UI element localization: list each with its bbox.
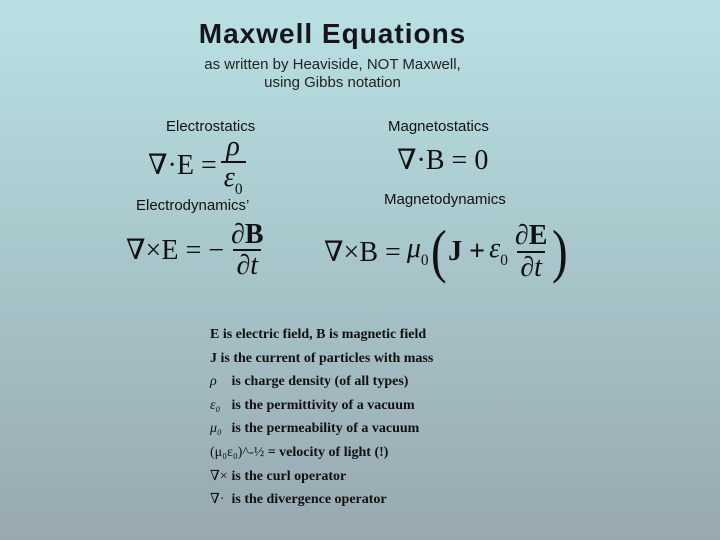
legend-text: is the curl operator bbox=[231, 468, 347, 484]
legend-item bbox=[210, 370, 433, 394]
gauss-denominator: ε bbox=[223, 162, 235, 194]
legend-item bbox=[210, 394, 433, 418]
legend-item bbox=[210, 465, 433, 489]
legend-text: is the permittivity of a vacuum bbox=[231, 397, 415, 413]
rho-symbol: ρ bbox=[210, 374, 217, 390]
electrostatics-label: Electrostatics bbox=[166, 118, 256, 135]
magnetostatics-label: Magnetostatics bbox=[388, 118, 489, 135]
mu-symbol: μ₀ bbox=[210, 421, 222, 437]
legend-item bbox=[210, 417, 433, 441]
legend-text: = velocity of light (!) bbox=[267, 444, 389, 460]
faraday-denominator: ∂t bbox=[233, 249, 261, 280]
legend-text: J is the current of particles with mass bbox=[210, 350, 434, 366]
ampere-lhs: ∇×B = bbox=[324, 236, 401, 268]
light-speed-symbol: (μ₀ε₀)^-½ bbox=[210, 444, 265, 460]
faraday-lhs: ∇×E = − bbox=[126, 235, 225, 267]
right-paren: ) bbox=[552, 219, 569, 284]
ampere-j: J + bbox=[448, 235, 486, 267]
ampere-maxwell-equation bbox=[324, 218, 570, 285]
gauss-denominator-sub: 0 bbox=[234, 181, 243, 199]
legend-item bbox=[210, 488, 433, 512]
epsilon-symbol: ε₀ bbox=[210, 397, 221, 413]
symbol-legend bbox=[210, 323, 433, 512]
divergence-symbol: ∇· bbox=[210, 492, 225, 508]
subtitle-line-2: using Gibbs notation bbox=[264, 74, 401, 91]
left-paren: ( bbox=[430, 219, 447, 284]
page-title: Maxwell Equations bbox=[198, 18, 467, 49]
legend-text: E is electric field, B is magnetic field bbox=[210, 327, 427, 342]
subtitle-line-1: as written by Heaviside, NOT Maxwell, bbox=[204, 56, 461, 73]
ampere-denominator: ∂t bbox=[517, 251, 545, 282]
subtitle bbox=[0, 56, 665, 92]
legend-text: is the divergence operator bbox=[231, 492, 387, 508]
legend-item bbox=[210, 441, 433, 465]
curl-symbol: ∇× bbox=[210, 468, 228, 484]
ampere-eps: ε bbox=[489, 233, 501, 264]
gauss-magnetic-equation: ∇·B = 0 bbox=[397, 145, 489, 176]
gauss-lhs: ∇·E = bbox=[148, 150, 217, 182]
legend-item bbox=[210, 323, 433, 347]
ampere-mu-sub: 0 bbox=[420, 252, 429, 269]
faraday-numerator: ∂B bbox=[231, 219, 264, 250]
gauss-law-equation bbox=[148, 132, 246, 199]
faraday-equation bbox=[126, 220, 267, 281]
ampere-eps-sub: 0 bbox=[500, 252, 508, 269]
gauss-numerator: ρ bbox=[226, 131, 240, 162]
legend-text: is the permeability of a vacuum bbox=[231, 421, 420, 437]
legend-item bbox=[210, 347, 433, 371]
electrodynamics-label: Electrodynamics’ bbox=[136, 197, 250, 214]
ampere-numerator: ∂E bbox=[514, 220, 548, 252]
legend-text: is charge density (of all types) bbox=[231, 374, 409, 390]
ampere-mu: μ bbox=[406, 233, 421, 264]
magnetodynamics-label: Magnetodynamics bbox=[384, 191, 506, 208]
